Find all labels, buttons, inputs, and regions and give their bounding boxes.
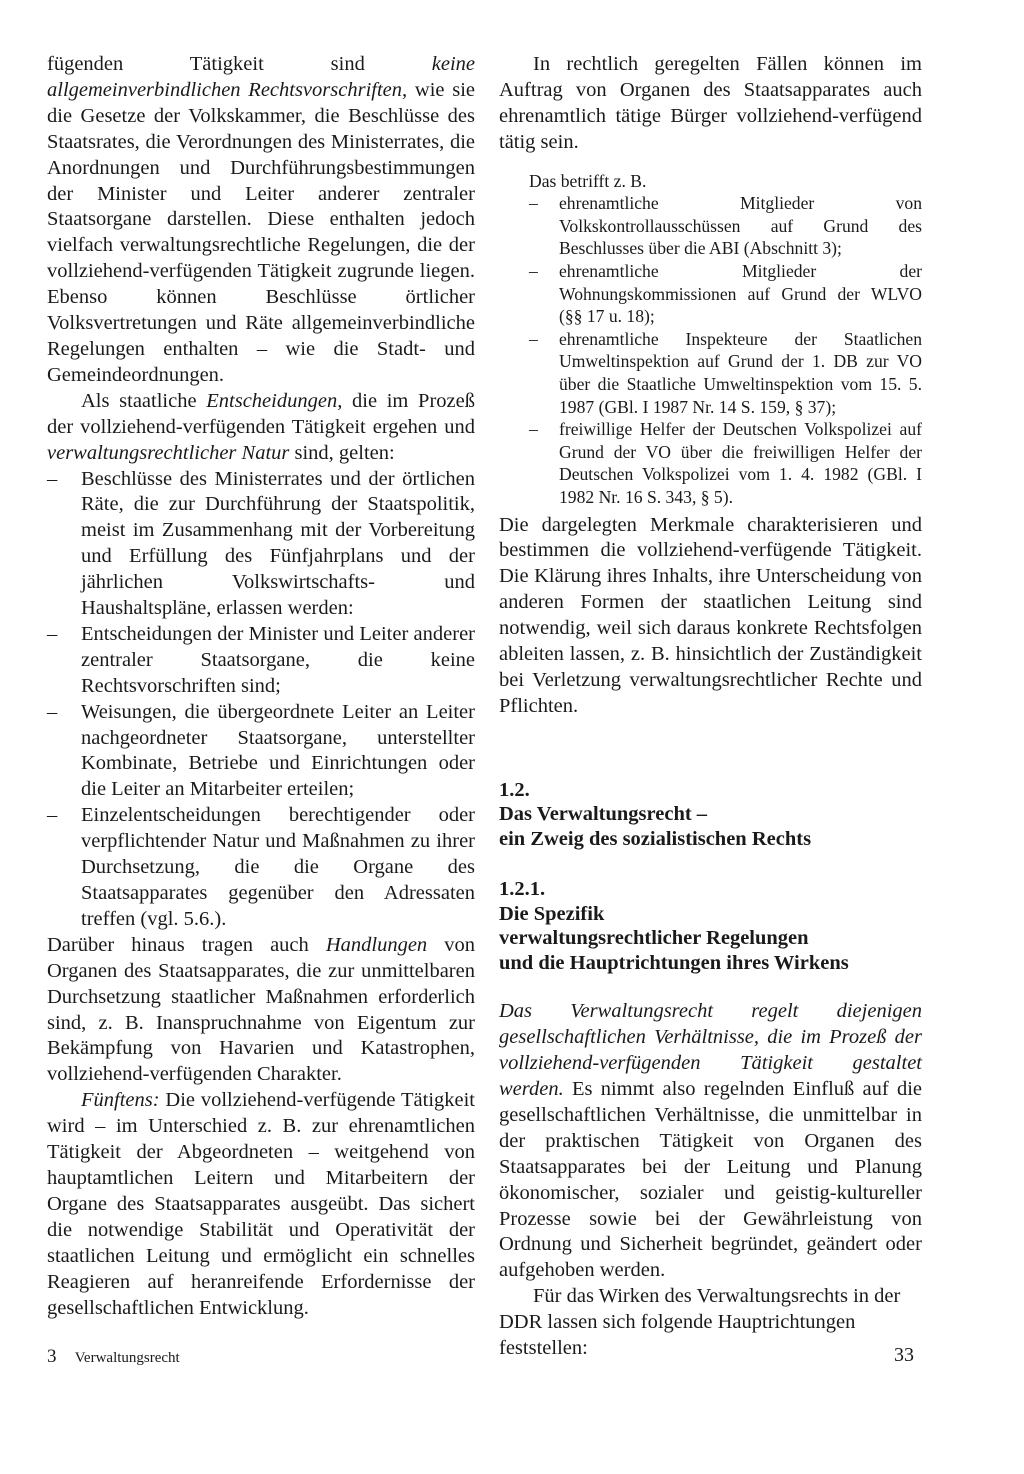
list-item: – Weisungen, die übergeordnete Leiter an Leiter nachgeordneter Staatsorgane, unterstellter Kombinate, Betriebe und Einrichtungen oder die Leiter an Mitarbeiter erteilen;: [47, 700, 475, 804]
paragraph: fügenden Tätigkeit sind keine allgemeinverbindlichen Rechtsvorschriften, wie sie die Gesetze der Volkskammer, die Beschlüsse des Staatsrates, die Verordnungen des Ministerrates, die Anordnungen und Durchführungsbestimmungen der Minister und Leiter anderer zentraler Staatsorgane darstellen. Diese enthalten jedoch vielfach verwaltungsrechtliche Regelungen, die der vollziehend-verfügenden Tätigkeit zugrunde liegen. Ebenso können Beschlüsse örtlicher Volksvertretungen und Räte allgemeinverbindliche Regelungen enthalten – wie die Stadt- und Gemeindeordnungen.: [47, 53, 476, 386]
list-item: – Einzelentscheidungen berechtigender oder verpflichtender Natur und Maßnahmen zu ihrer Durchsetzung, die die Organe des Staatsapparates gegenüber den Adressaten treffen (vgl. 5.6.).: [47, 803, 475, 933]
signature-mark: 3 Verwaltungsrecht: [47, 1346, 180, 1367]
list-item: – ehrenamtliche Mitglieder der Wohnungskommissionen auf Grund der WLVO (§§ 17 u. 18);: [529, 260, 922, 328]
list-item: – Beschlüsse des Ministerrates und der örtlichen Räte, die zur Durchführung der Staatspolitik, meist im Zusammenhang mit der Vorbereitung und Erfüllung des Fünfjahrplans und der jährlichen Volkswirtschafts- und Haushaltspläne, erlassen werden:: [47, 467, 475, 622]
paragraph: Als staatliche Entscheidungen, die im Prozeß der vollziehend-verfügenden Tätigkeit ergehen und verwaltungsrechtlicher Natur sind, gelten:: [47, 389, 475, 464]
left-column: [47, 52, 475, 1321]
list-item: – ehrenamtliche Inspekteure der Staatlichen Umweltinspektion auf Grund der 1. DB zur VO über die Staatliche Umweltinspektion vom 15. 5. 1987 (GBl. I 1987 Nr. 14 S. 159, § 37);: [529, 328, 922, 418]
paragraph: Für das Wirken des Verwaltungsrechts in der DDR lassen sich folgende Hauptrichtungen feststellen:: [499, 1285, 901, 1360]
list-item: – freiwillige Helfer der Deutschen Volkspolizei auf Grund der VO über die freiwilligen Helfer der Deutschen Volkspolizei vom 1. 4. 1982 (GBl. I 1982 Nr. 16 S. 343, § 5).: [529, 418, 922, 508]
examples-intro: Das betrifft z. B.: [529, 170, 647, 191]
paragraph: Darüber hinaus tragen auch Handlungen von Organen des Staatsapparates, die zur unmittelbaren Durchsetzung staatlicher Maßnahmen erforderlich sind, z. B. Inanspruchnahme von Eigentum zur Bekämpfung von Havarien und Katastrophen, vollziehend-verfügenden Charakter.: [47, 933, 475, 1086]
section-heading: 1.2. Das Verwaltungsrecht – ein Zweig des sozialistischen Rechts: [499, 778, 812, 850]
examples-list: [529, 192, 922, 508]
page-number: 33: [894, 1344, 914, 1366]
list-item: – Entscheidungen der Minister und Leiter anderer zentraler Staatsorgane, die keine Rechtsvorschriften sind;: [47, 622, 475, 700]
paragraph: Fünftens: Die vollziehend-verfügende Tätigkeit wird – im Unterschied z. B. zur ehrenamtlichen Tätigkeit der Abgeordneten – weitgehend von hauptamtlichen Leitern und Mitarbeitern der Organe des Staatsapparates ausgeübt. Das sichert die notwendige Stabilität und Operativität der staatlichen Leitung und ermöglicht ein schnelles Reagieren auf heranreifende Erfordernisse der gesellschaftlichen Entwicklung.: [47, 1089, 475, 1319]
paragraph: Die dargelegten Merkmale charakterisieren und bestimmen die vollziehend-verfügende Tätigkeit. Die Klärung ihres Inhalts, ihre Unterscheidung von anderen Formen der staatlichen Leitung sind notwendig, weil sich daraus konkrete Rechtsfolgen ableiten lassen, z. B. hinsichtlich der Zuständigkeit bei Verletzung verwaltungsrechtlicher Rechte und Pflichten.: [499, 513, 922, 717]
paragraph: In rechtlich geregelten Fällen können im Auftrag von Organen des Staatsapparates auch ehrenamtlich tätige Bürger vollziehend-verfügend tätig sein.: [499, 53, 922, 153]
list-item: – ehrenamtliche Mitglieder von Volkskontrollausschüssen auf Grund des Beschlusses über die ABI (Abschnitt 3);: [529, 192, 922, 260]
right-column: [499, 52, 922, 1362]
decision-list: [47, 467, 475, 933]
subsection-heading: 1.2.1. Die Spezifik verwaltungsrechtlicher Regelungen und die Hauptrichtungen ihres Wirkens: [499, 878, 849, 974]
paragraph: Das Verwaltungsrecht regelt diejenigen gesellschaftlichen Verhältnisse, die im Prozeß der vollziehend-verfügenden Tätigkeit gestaltet werden. Es nimmt also regelnden Einfluß auf die gesellschaftlichen Verhältnisse, die unmittelbar in der praktischen Tätigkeit von Organen des Staatsapparates bei der Leitung und Planung ökonomischer, sozialer und geistig-kultureller Prozesse sowie bei der Gewährleistung von Ordnung und Sicherheit begründet, geändert oder aufgehoben werden.: [499, 1000, 922, 1282]
